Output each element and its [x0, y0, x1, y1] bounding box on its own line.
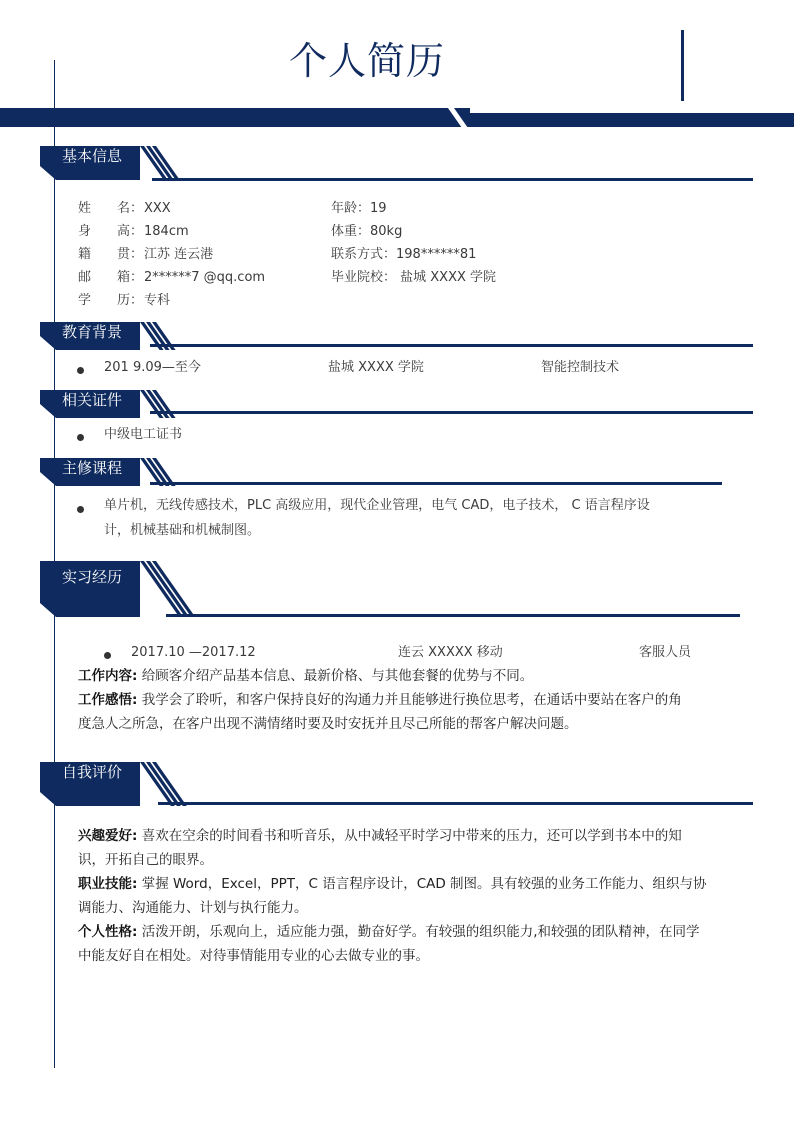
section-title-internship: 实习经历 — [62, 568, 123, 586]
section-rule — [158, 802, 753, 805]
basic-education: 学 历：专科 — [78, 293, 171, 308]
tab-stripe — [146, 762, 181, 806]
basic-email: 邮 箱：2******7 @qq.com — [78, 270, 266, 285]
basic-weight: 体重：80kg — [331, 224, 403, 239]
courses-line-1: 单片机，无线传感技术，PLC 高级应用，现代企业管理，电气 CAD，电子技术， C 语言程序设 — [104, 498, 650, 513]
header-band-right — [462, 113, 794, 127]
self-hobby: 兴趣爱好: 喜欢在空余的时间看书和听音乐，从中减轻平时学习中带来的压力，还可以学到书本中的知 — [78, 828, 682, 844]
basic-height: 身 高：184cm — [78, 224, 189, 239]
internship-feel-cont: 度急人之所急，在客户出现不满情绪时要及时安抚并且尽己所能的帮客户解决问题。 — [78, 716, 578, 732]
section-rule — [150, 344, 753, 347]
self-hobby-cont: 识，开拓自己的眼界。 — [78, 852, 213, 868]
basic-age: 年龄：19 — [331, 201, 387, 216]
bullet — [77, 434, 84, 441]
title-accent-bar — [681, 30, 684, 101]
section-title-basic: 基本信息 — [62, 147, 123, 165]
section-rule — [152, 178, 753, 181]
tab-stripe — [146, 561, 189, 617]
section-rule — [150, 482, 722, 485]
education-school: 盐城 XXXX 学院 — [328, 360, 424, 375]
bullet — [77, 367, 84, 374]
section-title-certificates: 相关证件 — [62, 391, 123, 409]
section-title-self: 自我评价 — [62, 763, 123, 781]
self-skill-cont: 调能力、沟通能力、计划与执行能力。 — [78, 900, 308, 916]
education-major: 智能控制技术 — [541, 360, 620, 375]
basic-school: 毕业院校： 盐城 XXXX 学院 — [331, 270, 497, 285]
section-rule — [150, 411, 753, 414]
basic-contact: 联系方式：198******81 — [331, 247, 477, 262]
section-title-education: 教育背景 — [62, 323, 123, 341]
header-band-left — [0, 108, 470, 127]
certificate-item: 中级电工证书 — [104, 427, 183, 442]
self-personality-cont: 中能友好自在相处。对待事情能用专业的心去做专业的事。 — [78, 948, 429, 964]
courses-line-2: 计，机械基础和机械制图。 — [104, 523, 261, 538]
page-title: 个人简历 — [288, 39, 445, 83]
self-personality: 个人性格: 活泼开朗，乐观向上，适应能力强，勤奋好学。有较强的组织能力,和较强的团队精神，在同学 — [78, 924, 700, 940]
education-period: 201 9.09—至今 — [104, 360, 201, 375]
internship-period: 2017.10 —2017.12 — [131, 645, 256, 660]
bullet — [77, 506, 84, 513]
bullet — [104, 652, 111, 659]
internship-content: 工作内容: 给顾客介绍产品基本信息、最新价格、与其他套餐的优势与不同。 — [78, 668, 534, 684]
internship-company: 连云 XXXXX 移动 — [398, 645, 503, 660]
self-skill: 职业技能: 掌握 Word，Excel，PPT，C 语言程序设计，CAD 制图。具有较强的业务工作能力、组织与协 — [78, 876, 707, 892]
basic-name: 姓 名：XXX — [78, 201, 171, 216]
internship-feel: 工作感悟: 我学会了聆听，和客户保持良好的沟通力并且能够进行换位思考，在通话中要站在客户的角 — [78, 692, 682, 708]
internship-role: 客服人员 — [639, 645, 692, 660]
section-title-courses: 主修课程 — [62, 459, 123, 477]
basic-origin: 籍 贯：江苏 连云港 — [78, 247, 214, 262]
section-rule — [166, 614, 740, 617]
